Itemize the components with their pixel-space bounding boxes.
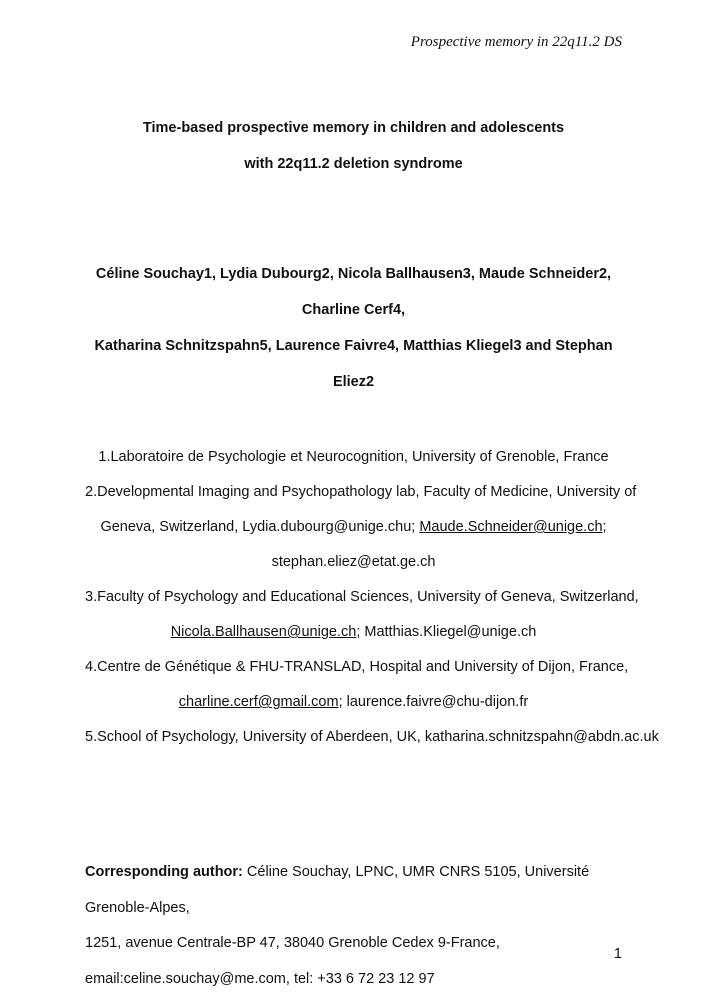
email-link[interactable]: charline.cerf@gmail.com bbox=[178, 694, 339, 710]
authors-list bbox=[85, 256, 622, 400]
corresponding-line-1 bbox=[85, 855, 622, 926]
email-link[interactable]: Nicola.Ballhausen@unige.ch bbox=[170, 624, 357, 640]
corresponding-author-block bbox=[85, 855, 622, 997]
affiliation-2-line-2 bbox=[85, 510, 622, 545]
page-number: 1 bbox=[613, 946, 622, 962]
corresponding-author-details: Céline Souchay, LPNC, UMR CNRS 5105, Université Grenoble-Alpes, bbox=[85, 864, 590, 916]
affiliation-1: 1.Laboratoire de Psychologie et Neurocognition, University of Grenoble, France bbox=[98, 449, 609, 465]
affiliation-3-line-1: 3.Faculty of Psychology and Educational Sciences, University of Geneva, Switzerland, bbox=[85, 589, 639, 605]
affiliation-2-line-3: stephan.eliez@etat.ge.ch bbox=[271, 554, 436, 570]
affiliation-3-text-after: ; Matthias.Kliegel@unige.ch bbox=[356, 624, 537, 640]
corresponding-author-label: Corresponding author: bbox=[85, 864, 243, 880]
affiliations-list bbox=[85, 440, 659, 755]
authors-line-1: Céline Souchay1, Lydia Dubourg2, Nicola Ballhausen3, Maude Schneider2, Charline Cerf4, bbox=[95, 266, 612, 318]
affiliation-5: 5.School of Psychology, University of Aberdeen, UK, katharina.schnitzspahn@abdn.ac.uk bbox=[85, 729, 659, 745]
affiliation-2-text-after: ; bbox=[602, 519, 607, 535]
running-head: Prospective memory in 22q11.2 DS bbox=[410, 34, 622, 50]
affiliation-4-text-after: ; laurence.faivre@chu-dijon.fr bbox=[338, 694, 529, 710]
paper-title-line-1: Time-based prospective memory in children and adolescents bbox=[142, 120, 565, 136]
corresponding-line-3: email:celine.souchay@me.com, tel: +33 6 72 23 12 97 bbox=[85, 970, 435, 987]
affiliation-2-text: Geneva, Switzerland, Lydia.dubourg@unige.chu; bbox=[100, 519, 420, 535]
affiliation-4-line-1: 4.Centre de Génétique & FHU-TRANSLAD, Hospital and University of Dijon, France, bbox=[85, 659, 629, 675]
paper-title-line-2: with 22q11.2 deletion syndrome bbox=[244, 156, 463, 172]
affiliation-2-line-1: 2.Developmental Imaging and Psychopathology lab, Faculty of Medicine, University of bbox=[85, 484, 637, 500]
affiliation-4-line-2 bbox=[85, 685, 622, 720]
email-link[interactable]: Maude.Schneider@unige.ch bbox=[419, 519, 603, 535]
affiliation-3-line-2 bbox=[85, 615, 622, 650]
authors-line-2: Katharina Schnitzspahn5, Laurence Faivre4, Matthias Kliegel3 and Stephan Eliez2 bbox=[94, 338, 613, 390]
corresponding-line-2: 1251, avenue Centrale-BP 47, 38040 Grenoble Cedex 9-France, bbox=[85, 935, 500, 951]
paper-title bbox=[85, 110, 622, 182]
